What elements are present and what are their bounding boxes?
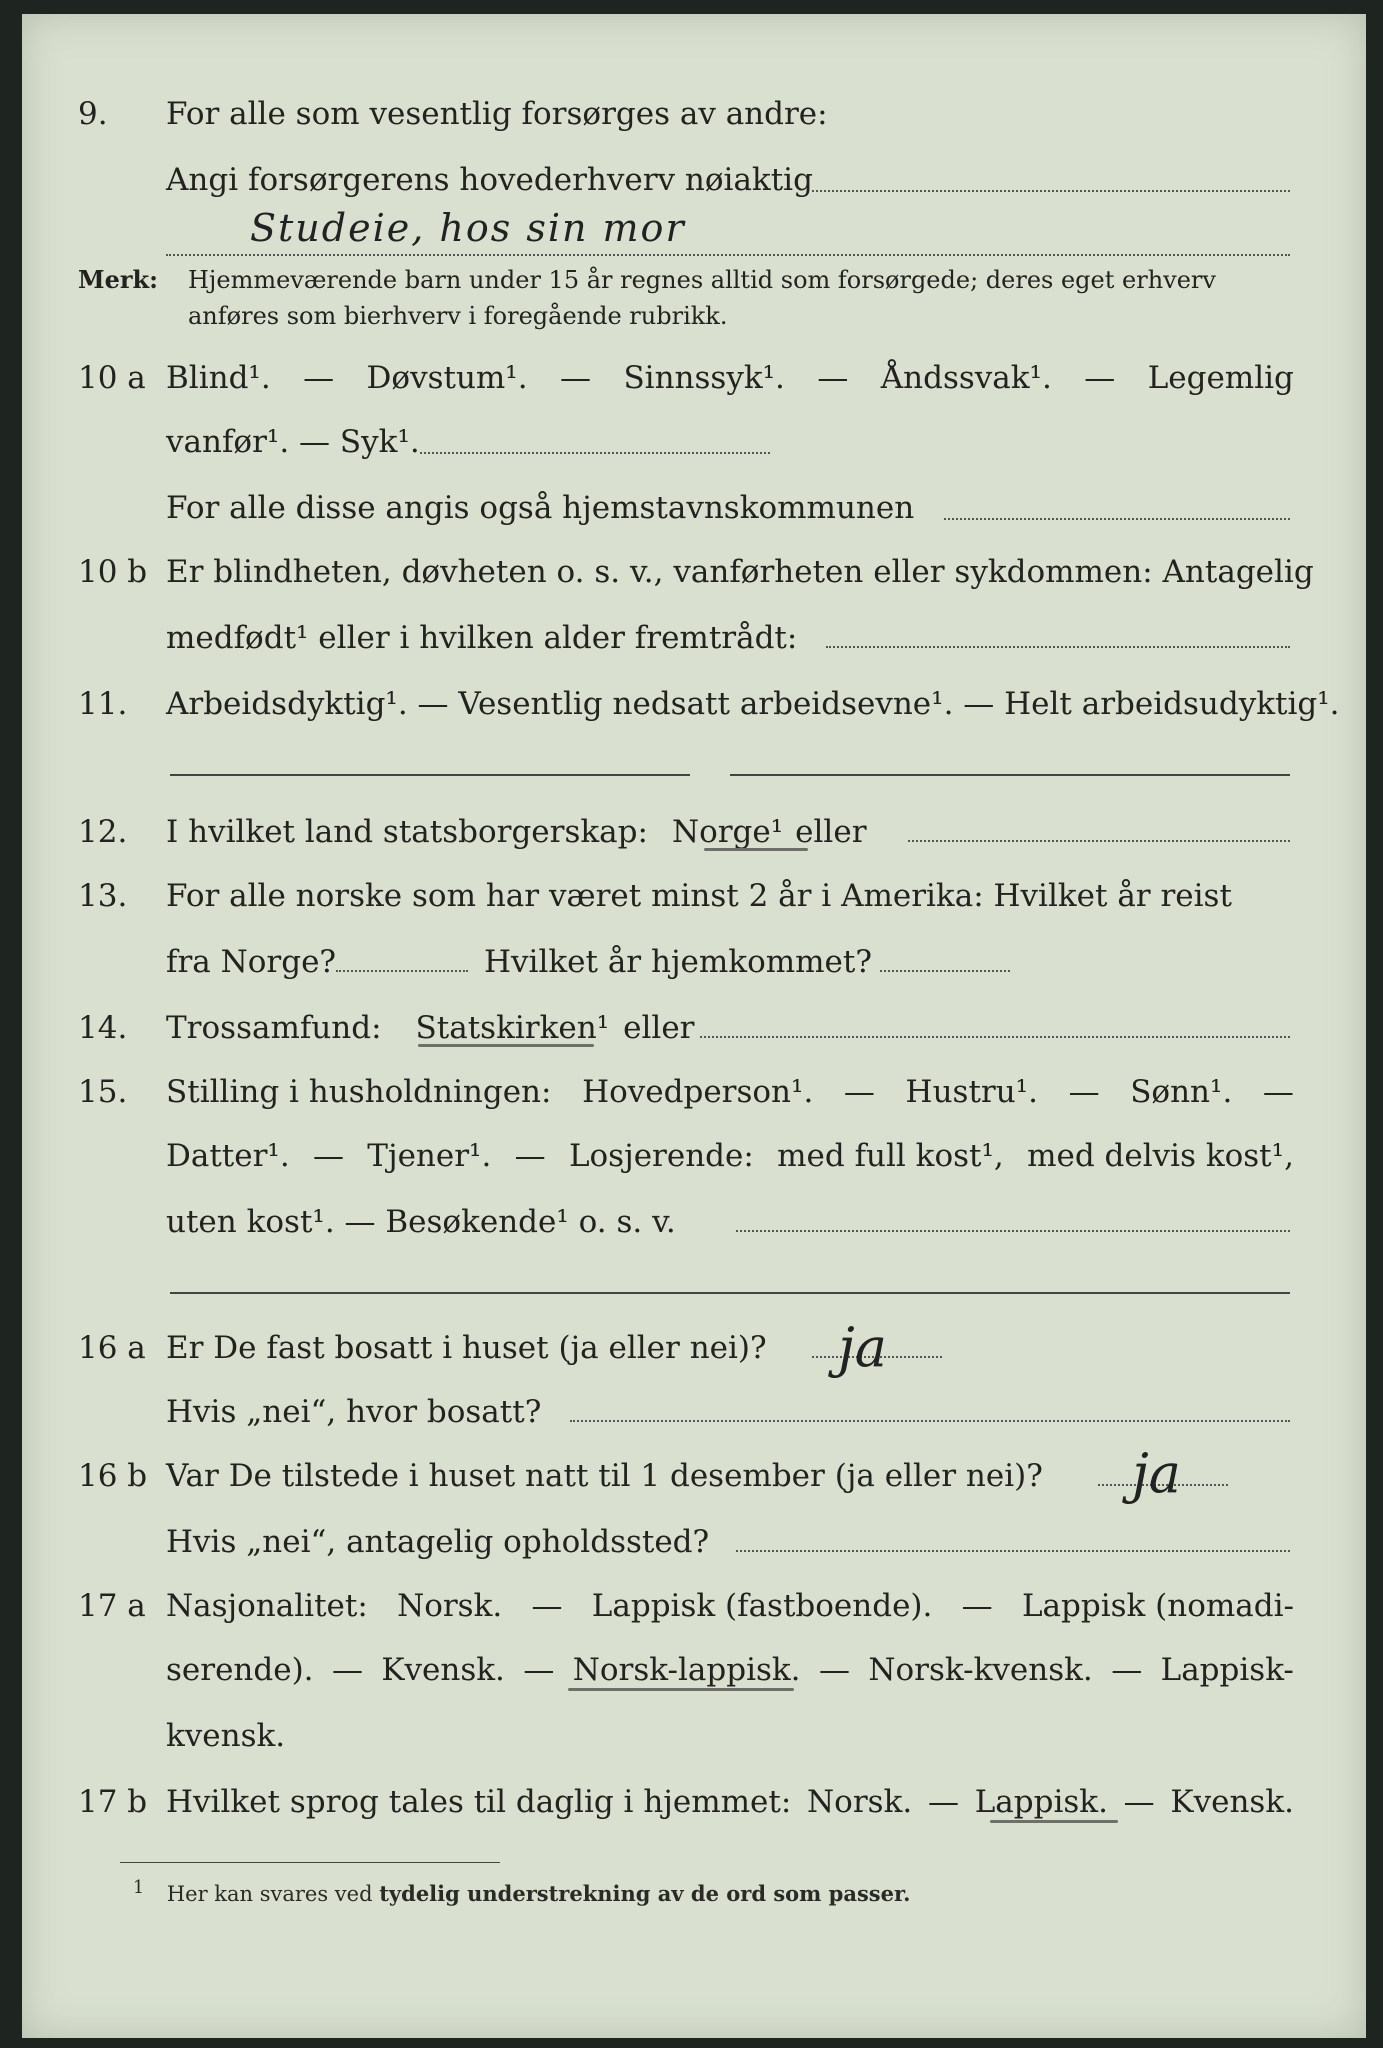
q17a-opt[interactable]: Norsk-kvensk. bbox=[868, 1652, 1093, 1688]
q16a-line2 bbox=[0, 1384, 1383, 1440]
q10a-line1 bbox=[0, 350, 1383, 406]
q13-line1 bbox=[0, 868, 1383, 924]
q16b-text: Var De tilstede i huset natt til 1 desember (ja eller nei)? bbox=[166, 1458, 1043, 1494]
dash: — bbox=[313, 1138, 344, 1174]
dash: — bbox=[1084, 360, 1116, 396]
q9-text: For alle som vesentlig forsørges av andre: bbox=[166, 96, 828, 132]
q17b-opt[interactable]: Kvensk. bbox=[1170, 1784, 1294, 1820]
q12-number: 12. bbox=[78, 814, 128, 850]
q15-opt[interactable]: Hovedperson¹. bbox=[582, 1074, 814, 1110]
q10a-number: 10 a bbox=[78, 360, 146, 396]
q14-prompt: Trossamfund: bbox=[166, 1010, 382, 1046]
footnote-text: Her kan svares ved bbox=[166, 1882, 373, 1906]
q10a-text2: vanfør¹. — Syk¹. bbox=[166, 424, 420, 460]
q15-opt[interactable]: Tjener¹. bbox=[367, 1138, 492, 1174]
q11-rule-left bbox=[170, 774, 690, 776]
q9-number: 9. bbox=[78, 96, 108, 132]
q11-number: 11. bbox=[78, 686, 128, 722]
q17a-opt[interactable]: Lappisk (fastboende). bbox=[591, 1588, 933, 1624]
q10a-opt[interactable]: Legemlig bbox=[1147, 360, 1294, 396]
q14-fill-line bbox=[700, 1036, 1290, 1038]
q16b-handwritten-answer[interactable]: ja bbox=[1132, 1442, 1181, 1505]
q14-number: 14. bbox=[78, 1010, 128, 1046]
q17b-opt[interactable]: Norsk. bbox=[807, 1784, 913, 1820]
footnote bbox=[133, 1878, 910, 1906]
q13-text: For alle norske som har været minst 2 år i Amerika: Hvilket år reist bbox=[166, 878, 1232, 914]
q10a-opt[interactable]: Åndssvak¹. bbox=[880, 360, 1052, 396]
q17a-norsk-lappisk-underline bbox=[568, 1688, 794, 1691]
dash: — bbox=[927, 1784, 959, 1820]
q10a-line3 bbox=[0, 480, 1383, 536]
q12-norge-underline bbox=[704, 848, 808, 851]
q10b-line1 bbox=[0, 544, 1383, 600]
q16b-number: 16 b bbox=[78, 1458, 148, 1494]
dash: — bbox=[1262, 1074, 1294, 1110]
q16a-text: Er De fast bosatt i huset (ja eller nei)? bbox=[166, 1330, 767, 1366]
q10a-options bbox=[166, 350, 1294, 406]
q17b-number: 17 b bbox=[78, 1784, 148, 1820]
q15-text3: uten kost¹. — Besøkende¹ o. s. v. bbox=[166, 1204, 676, 1240]
q17a-opt[interactable]: Lappisk- bbox=[1160, 1652, 1294, 1688]
q9-text2: Angi forsørgerens hovederhverv nøiaktig bbox=[166, 162, 813, 198]
q15-options2 bbox=[166, 1128, 1294, 1184]
q17b-prompt: Hvilket sprog tales til daglig i hjemmet: bbox=[166, 1784, 792, 1820]
dash: — bbox=[523, 1652, 555, 1688]
q17a-number: 17 a bbox=[78, 1588, 146, 1624]
q15-fill-line bbox=[736, 1230, 1290, 1232]
q14-option-statskirken[interactable]: Statskirken¹ bbox=[415, 1010, 610, 1046]
q17a-opt[interactable]: Lappisk (nomadi- bbox=[1021, 1588, 1294, 1624]
q14-text bbox=[166, 1000, 694, 1056]
q15-opt[interactable]: Losjerende: bbox=[568, 1138, 754, 1174]
q12-eller: eller bbox=[795, 814, 867, 850]
q14-statskirken-underline bbox=[418, 1044, 594, 1047]
dash: — bbox=[514, 1138, 546, 1174]
q16b-opholdssted-fill-line bbox=[736, 1550, 1290, 1552]
q9-fill-line bbox=[812, 190, 1290, 192]
q14-line1 bbox=[0, 1000, 1383, 1056]
q16a-bosatt-fill-line bbox=[570, 1420, 1290, 1422]
dash: — bbox=[817, 360, 849, 396]
q14-eller: eller bbox=[623, 1010, 695, 1046]
q17b-options bbox=[166, 1774, 1294, 1830]
q15-opt[interactable]: med delvis kost¹, bbox=[1027, 1138, 1294, 1174]
q17a-text3: kvensk. bbox=[166, 1718, 286, 1754]
q11-text: Arbeidsdyktig¹. — Vesentlig nedsatt arbeidsevne¹. — Helt arbeidsudyktig¹. bbox=[166, 686, 1340, 722]
dash: — bbox=[303, 360, 335, 396]
footnote-bold-text: tydelig understrekning av de ord som passer. bbox=[379, 1881, 911, 1906]
q12-option-norge[interactable]: Norge¹ bbox=[671, 814, 784, 850]
q15-options1 bbox=[166, 1064, 1294, 1120]
dash: — bbox=[1111, 1652, 1143, 1688]
merk-label: Merk: bbox=[78, 265, 158, 294]
footnote-rule bbox=[120, 1862, 500, 1863]
q10a-opt[interactable]: Døvstum¹. bbox=[366, 360, 528, 396]
q15-line1 bbox=[0, 1064, 1383, 1120]
q16b-line2 bbox=[0, 1514, 1383, 1570]
q10a-hjemstavn-fill-line bbox=[944, 518, 1290, 520]
q10b-fill-line bbox=[826, 646, 1290, 648]
q17a-opt[interactable]: Norsk. bbox=[397, 1588, 503, 1624]
dash: — bbox=[560, 360, 592, 396]
q12-prompt: I hvilket land statsborgerskap: bbox=[166, 814, 648, 850]
q16a-handwritten-answer[interactable]: ja bbox=[838, 1316, 887, 1379]
q10a-line2 bbox=[0, 414, 1383, 470]
q10a-opt[interactable]: Sinnssyk¹. bbox=[623, 360, 785, 396]
q11-line1 bbox=[0, 676, 1383, 732]
q10b-line2 bbox=[0, 610, 1383, 666]
q15-rule bbox=[170, 1292, 1290, 1294]
q17a-line3 bbox=[0, 1708, 1383, 1764]
q11-rule-right bbox=[730, 774, 1290, 776]
q10b-number: 10 b bbox=[78, 554, 148, 590]
dash: — bbox=[818, 1652, 850, 1688]
q13-text2b: Hvilket år hjemkommet? bbox=[484, 944, 872, 980]
q9-line2 bbox=[0, 152, 1383, 208]
q17a-options1 bbox=[166, 1578, 1294, 1634]
footnote-mark: 1 bbox=[133, 1878, 145, 1898]
q17a-opt[interactable]: Kvensk. bbox=[381, 1652, 505, 1688]
q13-number: 13. bbox=[78, 878, 128, 914]
q10a-opt[interactable]: Blind¹. bbox=[166, 360, 271, 396]
merk-text-line1: Hjemmeværende barn under 15 år regnes alltid som forsørgede; deres eget erhverv bbox=[188, 266, 1216, 294]
q15-opt[interactable]: Sønn¹. bbox=[1130, 1074, 1233, 1110]
q17b-option-lappisk[interactable]: Lappisk. bbox=[974, 1784, 1108, 1820]
q17b-line1 bbox=[0, 1774, 1383, 1830]
dash: — bbox=[843, 1074, 875, 1110]
q17a-option-norsk-lappisk[interactable]: Norsk-lappisk. bbox=[572, 1652, 801, 1688]
q10b-text2: medfødt¹ eller i hvilken alder fremtrådt: bbox=[166, 620, 798, 656]
q13-line2 bbox=[0, 934, 1383, 990]
q17a-prompt: Nasjonalitet: bbox=[166, 1588, 368, 1624]
q15-opt[interactable]: Hustru¹. bbox=[905, 1074, 1038, 1110]
q16a-text2: Hvis „nei“, hvor bosatt? bbox=[166, 1394, 542, 1430]
q13-reist-fill-line bbox=[336, 970, 468, 972]
dash: — bbox=[331, 1652, 363, 1688]
q12-fill-line bbox=[908, 840, 1290, 842]
dash: — bbox=[1068, 1074, 1100, 1110]
q16b-text2: Hvis „nei“, antagelig opholdssted? bbox=[166, 1524, 710, 1560]
q15-opt[interactable]: med full kost¹, bbox=[777, 1138, 1004, 1174]
q15-prompt: Stilling i husholdningen: bbox=[166, 1074, 552, 1110]
q17a-opt[interactable]: serende). bbox=[166, 1652, 314, 1688]
q17b-lappisk-underline bbox=[990, 1820, 1118, 1823]
q9-answer-line bbox=[166, 254, 1290, 256]
q15-line3 bbox=[0, 1194, 1383, 1250]
q9-line1 bbox=[0, 86, 1383, 142]
q12-line1 bbox=[0, 804, 1383, 860]
q16a-line1 bbox=[0, 1320, 1383, 1376]
q15-opt[interactable]: Datter¹. bbox=[166, 1138, 290, 1174]
dash: — bbox=[531, 1588, 563, 1624]
q15-line2 bbox=[0, 1128, 1383, 1184]
merk-text-line2: anføres som bierhverv i foregående rubrikk. bbox=[188, 302, 728, 330]
q10b-text: Er blindheten, døvheten o. s. v., vanførheten eller sykdommen: Antagelig bbox=[166, 554, 1314, 590]
q15-number: 15. bbox=[78, 1074, 128, 1110]
q13-text2a: fra Norge? bbox=[166, 944, 337, 980]
dash: — bbox=[961, 1588, 993, 1624]
q9-handwritten-answer[interactable]: Studeie, hos sin mor bbox=[250, 206, 686, 250]
q10a-text3: For alle disse angis også hjemstavnskommunen bbox=[166, 490, 915, 526]
q16a-number: 16 a bbox=[78, 1330, 146, 1366]
q13-hjemkommet-fill-line bbox=[880, 970, 1010, 972]
q10a-fill-line bbox=[420, 452, 770, 454]
q17a-line1 bbox=[0, 1578, 1383, 1634]
q12-text bbox=[166, 804, 867, 860]
dash: — bbox=[1123, 1784, 1155, 1820]
